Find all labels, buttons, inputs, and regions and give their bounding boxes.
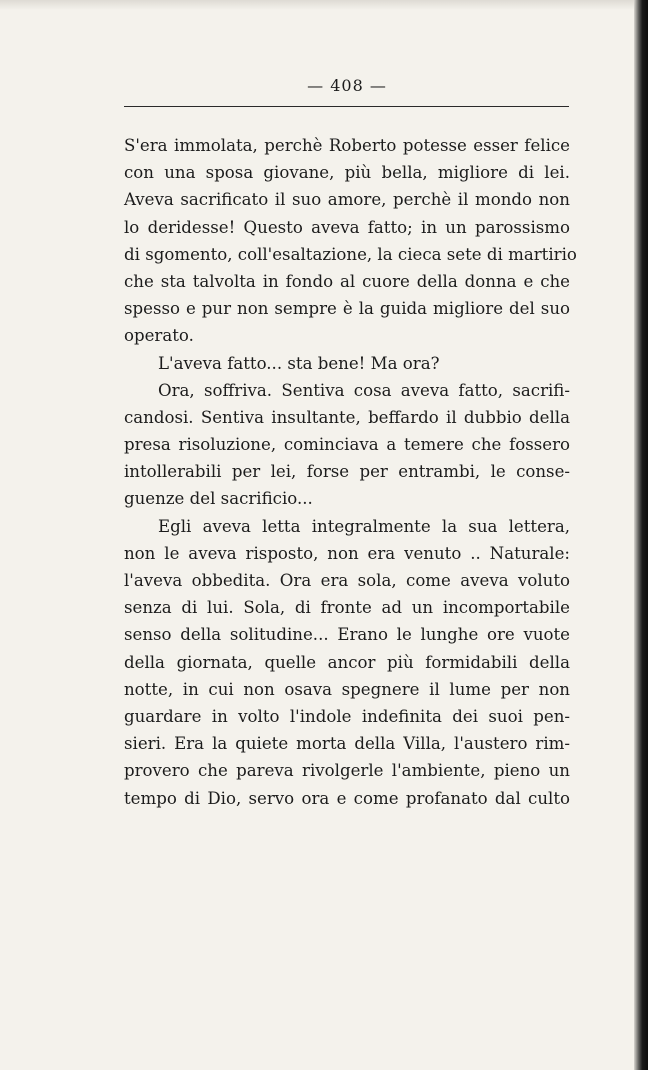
text-line: che sta talvolta in fondo al cuore della donna e che — [124, 271, 570, 291]
text-line: con una sposa giovane, più bella, migliore di lei. — [124, 163, 570, 183]
text-line: L'aveva fatto... sta bene! Ma ora? — [158, 353, 440, 373]
text-line: non le aveva risposto, non era venuto .. Naturale: — [124, 543, 570, 563]
text-line: tempo di Dio, servo ora e come profanato dal culto — [124, 788, 570, 808]
text-line: l'aveva obbedita. Ora era sola, come aveva voluto — [124, 571, 570, 590]
text-line: spesso e pur non sempre è la guida migliore del suo — [124, 299, 570, 319]
text-line: di sgomento, coll'esaltazione, la cieca sete di martirio — [124, 244, 577, 264]
text-line: provero che pareva rivolgerle l'ambiente, pieno un — [124, 761, 570, 781]
text-line: sieri. Era la quiete morta della Villa, l'austero rim- — [124, 734, 570, 754]
text-line: S'era immolata, perchè Roberto potesse esser felice — [124, 136, 570, 155]
text-line: intollerabili per lei, forse per entrambi, le conse- — [124, 462, 570, 482]
text-line: Ora, soffriva. Sentiva cosa aveva fatto, sacrifi- — [158, 380, 570, 400]
text-line: lo deridesse! Questo aveva fatto; in un parossismo — [124, 217, 570, 237]
text-line: Aveva sacrificato il suo amore, perchè il mondo non — [124, 190, 570, 210]
text-line: della giornata, quelle ancor più formidabili della — [124, 652, 570, 672]
text-line: senza di lui. Sola, di fronte ad un incomportabile — [124, 598, 570, 618]
text-line: guenze del sacrificio... — [124, 489, 313, 509]
text-line: candosi. Sentiva insultante, beffardo il dubbio della — [124, 407, 570, 427]
text-line: Egli aveva letta integralmente la sua lettera, — [158, 516, 570, 536]
book-binding-edge — [634, 0, 648, 1070]
text-line: presa risoluzione, cominciava a temere che fossero — [124, 435, 570, 455]
header-rule — [124, 106, 569, 107]
text-line: operato. — [124, 326, 194, 346]
text-line: senso della solitudine... Erano le lunghe ore vuote — [124, 625, 570, 645]
page-top-shadow — [0, 0, 634, 10]
body-text — [124, 132, 577, 812]
text-line: guardare in volto l'indole indefinita dei suoi pen- — [124, 706, 570, 726]
page-number: — 408 — — [307, 76, 387, 95]
text-line: notte, in cui non osava spegnere il lume per non — [124, 679, 570, 699]
